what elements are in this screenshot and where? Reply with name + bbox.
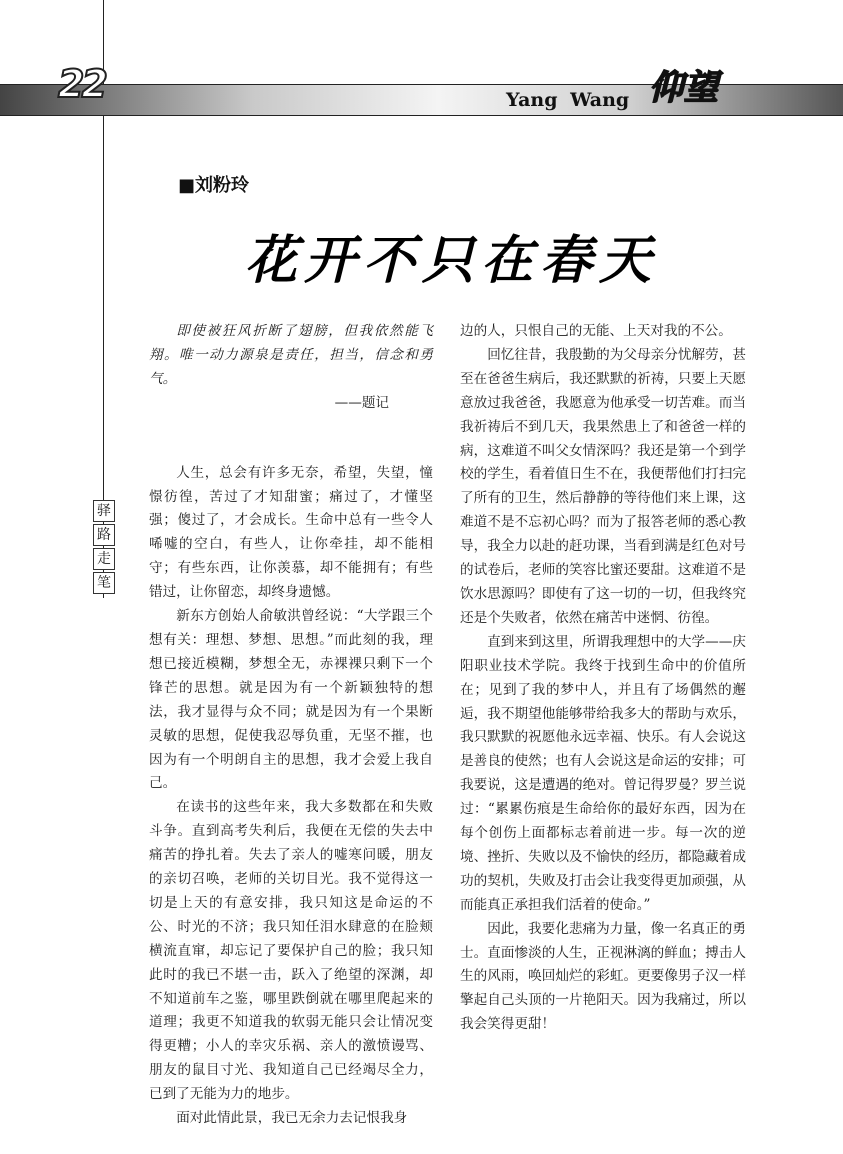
side-label-char: 走 (93, 548, 115, 570)
body-paragraph: 回忆往昔，我殷勤的为父母亲分忧解劳，甚至在爸爸生病后，我还默默的祈祷，只要上天愿意放过我爸爸，我愿意为他承受一切苦难。而当我祈祷后不到几天，我果然患上了和爸爸一样的病，这难道不叫父女情深吗？我还是第一个到学校的学生，看着值日生不在，我便帮他们打扫完了所有的卫生，然后静静的等待他们来上课，这难道不是不忘初心吗？而为了报答老师的悉心教导，我全力以赴的赶功课，当看到满是红色对号的试卷后，老师的笑容比蜜还要甜。这难道不是饮水思源吗？即使有了这一切的一切，但我终究还是个失败者，依然在痛苦中迷惘、彷徨。 (460, 346, 746, 626)
page-number: 22 (58, 62, 105, 106)
side-label-char: 笔 (93, 572, 115, 594)
body-paragraph: 在读书的这些年来，我大多数都在和失败斗争。直到高考失利后，我便在无偿的失去中痛苦的挣扎着。失去了亲人的嘘寒问暖，朋友的亲切召唤，老师的关切目光。我不觉得这一切是上天的有意安排，我只知这是命运的不公、时光的不济；我只知任泪水肆意的在脸颊横流直窜，却忘记了要保护自己的脸；我只知此时的我已不堪一击，跃入了绝望的深渊，却不知道前车之鉴，哪里跌倒就在哪里爬起来的道理；我更不知道我的软弱无能只会让情况变得更糟；小人的幸灾乐祸、亲人的激愤谩骂、朋友的鼠目寸光、我知道自己已经竭尽全力，已到了无能为力的地步。 (149, 799, 433, 1103)
column-pinyin: Yang Wang (506, 89, 630, 111)
side-label-char: 驿 (93, 500, 115, 522)
author-byline: ■刘粉玲 (178, 175, 250, 196)
body-paragraph: 新东方创始人俞敏洪曾经说：“大学跟三个想有关：理想、梦想、思想。”而此刻的我，理想已接近模糊，梦想全无，赤裸裸只剩下一个锋芒的思想。就是因为有一个新颖独特的想法，我才显得与众不同；就是因为有一个果断灵敏的思想，促使我忍辱负重，无坚不摧，也因为有一个明朗自主的思想，我才会爱上我自己。 (149, 608, 433, 792)
article-title: 花开不只在春天 (245, 230, 659, 291)
body-paragraph: 边的人，只恨自己的无能、上天对我的不公。 (460, 323, 732, 339)
side-label-char: 路 (93, 524, 115, 546)
epigraph: 即使被狂风折断了翅膀，但我依然能飞翔。唯一动力源泉是责任，担当，信念和勇气。 (149, 323, 433, 387)
body-paragraph: 面对此情此景，我已无余力去记恨我身 (176, 1110, 408, 1127)
side-section-label (93, 500, 115, 596)
body-paragraph: 因此，我要化悲痛为力量，像一名真正的勇士。直面惨淡的人生，正视淋漓的鲜血；搏击人生的风雨，唤回灿烂的彩虹。更要像男子汉一样擎起自己头顶的一片艳阳天。因为我痛过，所以我会笑得更甜！ (460, 920, 746, 1033)
body-paragraph: 人生，总会有许多无奈，希望，失望，憧憬彷徨，苦过了才知甜蜜；痛过了，才懂坚强；傻过了，才会成长。生命中总有一些令人唏嘘的空白，有些人，让你牵挂，却不能相守；有些东西，让你羡慕，却不能拥有；有些错过，让你留恋，却终身遗憾。 (149, 464, 433, 601)
column-name-logo: 仰望 (649, 68, 719, 108)
epigraph-signature: ——题记 (334, 394, 389, 411)
left-column (149, 320, 433, 1131)
right-column (460, 320, 746, 1037)
body-paragraph: 直到来到这里，所谓我理想中的大学——庆阳职业技术学院。我终于找到生命中的价值所在；见到了我的梦中人，并且有了场偶然的邂逅，我不期望他能够带给我多大的帮助与欢乐，我只默默的祝愿他永远幸福、快乐。有人会说这是善良的使然；也有人会说这是命运的安排；可我要说，这是遭遇的绝对。曾记得罗曼？罗兰说过：“累累伤痕是生命给你的最好东西，因为在每个创伤上面都标志着前进一步。每一次的逆境、挫折、失败以及不愉快的经历，都隐藏着成功的契机，失败及打击会让我变得更加顽强，从而能真正承担我们活着的使命。” (460, 633, 746, 913)
